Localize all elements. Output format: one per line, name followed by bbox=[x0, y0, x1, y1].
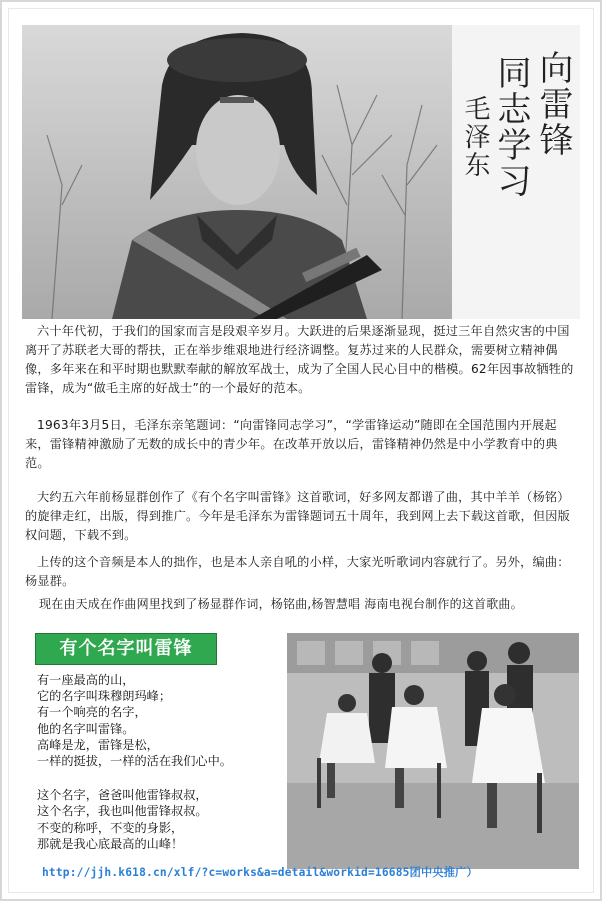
source-url-link[interactable]: http://jjh.k618.cn/xlf/?c=works&a=detail&workid=16685团中央推广） bbox=[42, 866, 478, 879]
lyric-line: 他的名字叫雷锋。 bbox=[37, 721, 135, 736]
song-lyrics bbox=[37, 672, 287, 852]
paragraph-song-origin: 大约五六年前杨显群创作了《有个名字叫雷锋》这首歌词，好多网友都谱了曲，其中羊羊（杨铭）的旋律走红，出版，得到推广。今年是毛泽东为雷锋题词五十周年，我到网上去下载这首歌，但因版权问题，下载不到。 bbox=[25, 490, 571, 542]
lei-feng-portrait-photo bbox=[22, 25, 580, 319]
lyric-line: 不变的称呼，不变的身影， bbox=[37, 820, 184, 835]
song-title-banner bbox=[35, 633, 217, 665]
lyric-line: 它的名字叫珠穆朗玛峰； bbox=[37, 689, 172, 704]
paragraph-upload-note: 上传的这个音频是本人的拙作，也是本人亲自吼的小样，大家光听歌词内容就行了。另外，编曲：杨显群。 bbox=[25, 555, 570, 588]
paragraph-1963: 1963年3月5日，毛泽东亲笔题词：“向雷锋同志学习”，“学雷锋运动”随即在全国范围内开展起来，雷锋精神激励了无数的成长中的青少年。在改革开放以后，雷锋精神仍然是中小学教育中的典范。 bbox=[25, 418, 558, 470]
calligraphy-signature: 毛泽东 bbox=[460, 95, 490, 179]
song-title: 有个名字叫雷锋 bbox=[59, 638, 193, 659]
lyric-line: 有一个响亮的名字， bbox=[37, 705, 147, 720]
lyric-line: 有一座最高的山， bbox=[37, 673, 135, 687]
lyric-line: 这个名字，我也叫他雷锋叔叔。 bbox=[37, 804, 208, 819]
barber-scene-illustration bbox=[287, 633, 579, 869]
paragraph-found-song: 现在由天成在作曲网里找到了杨显群作词，杨铭曲,杨智慧唱 海南电视台制作的这首歌曲。 bbox=[39, 597, 523, 611]
lyric-line: 那就是我心底最高的山峰！ bbox=[37, 836, 184, 851]
lyric-line: 高峰是龙，雷锋是松， bbox=[37, 737, 159, 752]
verse-gap bbox=[37, 769, 287, 787]
calligraphy-column-2: 同志学习 bbox=[491, 55, 531, 199]
lyric-line: 一样的挺拔，一样的活在我们心中。 bbox=[37, 754, 232, 769]
lyric-line: 这个名字，爸爸叫他雷锋叔叔， bbox=[37, 788, 208, 803]
barber-scene-photo bbox=[287, 633, 579, 869]
paragraph-history: 六十年代初，于我们的国家而言是段艰辛岁月。大跃进的后果逐渐显现，挺过三年自然灾害的中国离开了苏联老大哥的帮扶，正在举步维艰地进行经济调整。复苏过来的人民群众，需要树立精神偶像，多年来在和平时期也默默奉献的解放军战士，成为了全国人民心目中的楷模。62年因事故牺牲的雷锋，成为“做毛主席的好战士”的一个最好的范本。 bbox=[25, 324, 574, 395]
calligraphy-column-1: 向雷锋 bbox=[533, 50, 573, 158]
